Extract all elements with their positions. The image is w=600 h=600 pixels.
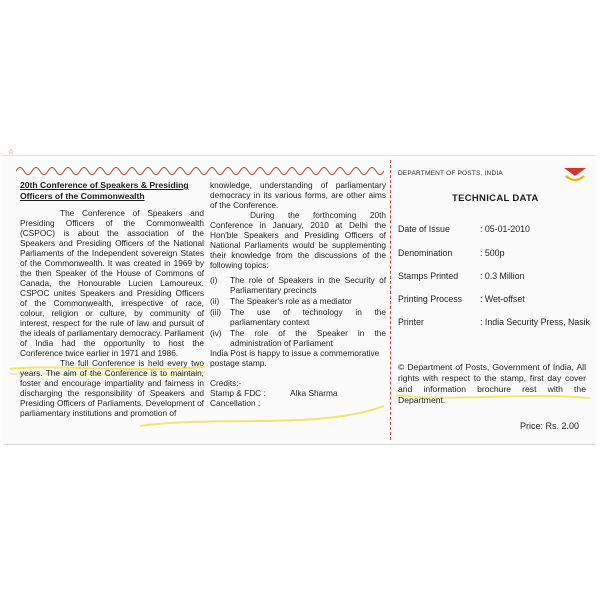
price-label: Price: Rs. 2.00 bbox=[520, 421, 580, 431]
technical-data-title: TECHNICAL DATA bbox=[452, 193, 539, 204]
copyright-notice: © Department of Posts, Government of India, All rights with respect to the stamp, first day cover and information brochure rest with the Department. bbox=[398, 362, 586, 405]
paragraph-3: During the forthcoming 20th Conference in January, 2010 at Delhi the Hon'ble Speakers and Presiding Officers of National Parliaments would be supplementing their knowledge from the discussions of the following topics: bbox=[210, 210, 386, 270]
column-divider bbox=[390, 160, 391, 440]
topic-item: (i) The role of Speakers in the Security of Parliamentary precincts bbox=[210, 275, 386, 295]
credits-block bbox=[210, 378, 386, 408]
paragraph-continued: knowledge, understanding of parliamentary democracy in its various forms, are other aims of the Conference. bbox=[210, 180, 386, 210]
middle-column bbox=[210, 180, 386, 408]
department-header: DEPARTMENT OF POSTS, INDIA bbox=[398, 170, 503, 177]
small-logo-icon: ☆ bbox=[7, 149, 15, 156]
india-post-logo-icon bbox=[562, 164, 588, 184]
paragraph-1: The Conference of Speakers and Presiding Officers of the Commonwealth (CSPOC) is about the association of the Speakers and Presiding Officers of the National Parliaments of the Independent sovereign States of the Commonwealth. It was created in 1969 by the then Speaker of the House of Commons of Canada, the Honourable Lucien Lamoureux. CSPOC unites Speakers and Presiding Officers of the Commonwealth, irrespective of race, colour, religion or culture, by community of interest, respect for the rule of law and pursuit of the ideals of parliamentary democracy. Parliament of India had the opportunity to host the Conference twice earlier in 1971 and 1986. bbox=[20, 208, 204, 358]
credit-row: Cancellation : bbox=[210, 398, 261, 408]
conference-title: 20th Conference of Speakers & Presiding Officers of the Commonwealth bbox=[20, 180, 189, 201]
paragraph-4: India Post is happy to issue a commemorative postage stamp. bbox=[210, 348, 380, 368]
credit-row: Stamp & FDC : Alka Sharma bbox=[210, 388, 338, 398]
topic-item: (iv) The role of the Speaker in the administration of Parliament bbox=[210, 328, 386, 348]
topic-item: (iii) The use of technology in the parliamentary context bbox=[210, 307, 386, 327]
left-column bbox=[20, 180, 204, 418]
wavy-border-icon bbox=[16, 164, 384, 178]
topic-item: (ii) The Speaker's role as a mediator bbox=[210, 296, 352, 306]
paragraph-2: The full Conference is held every two years. The aim of the Conference is to maintain, foster and encourage impartiality and fairness in discharging the responsibility of Speakers and Presiding Officers of Parliaments. Development of parliamentary institutions and promotion of bbox=[20, 358, 204, 418]
credits-label: Credits:- bbox=[210, 378, 242, 388]
